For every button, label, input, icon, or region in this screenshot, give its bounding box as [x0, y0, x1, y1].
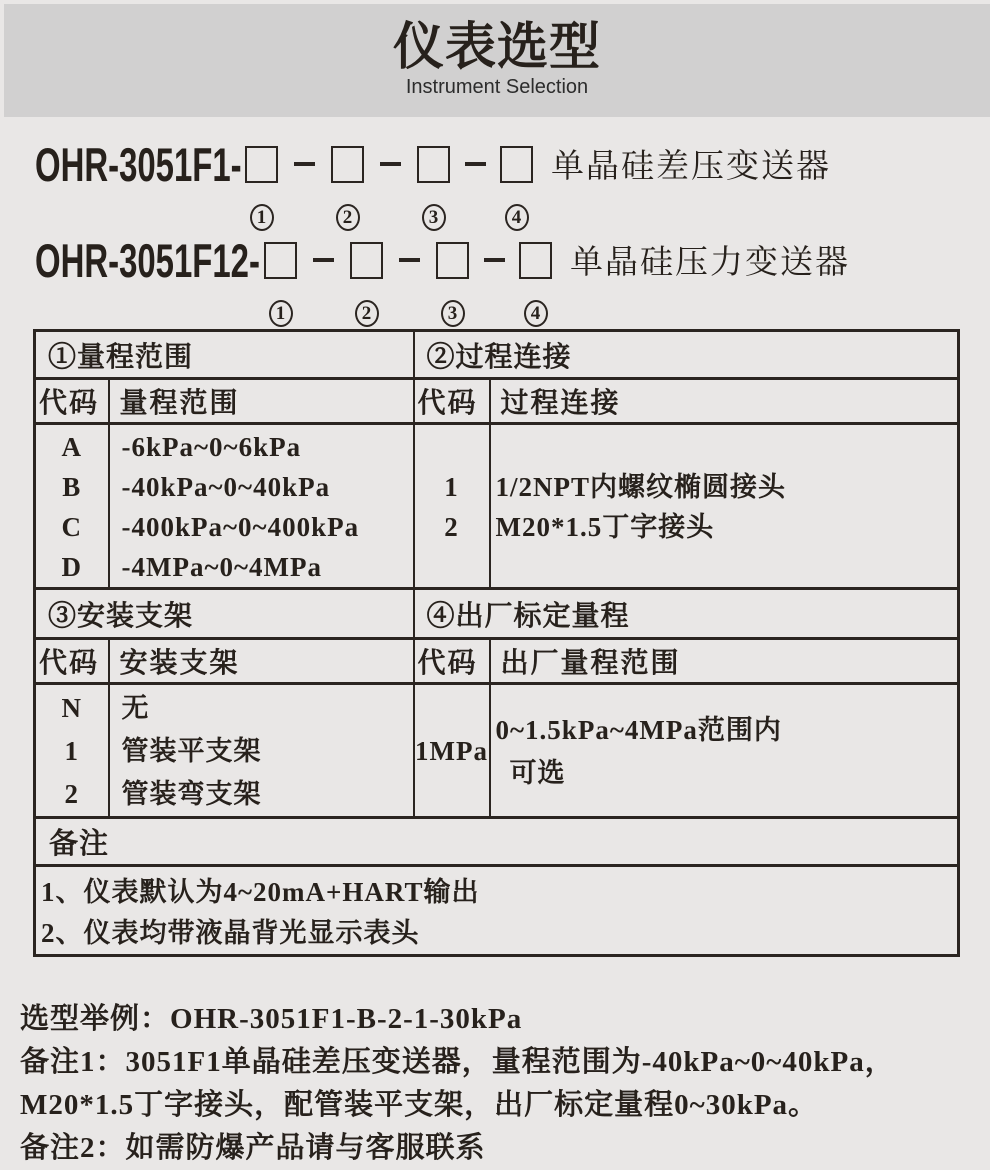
- factory-range-code-cell: [414, 684, 490, 818]
- column-header-process-connection: 过程连接: [490, 379, 959, 424]
- position-number-4: 4: [505, 204, 529, 231]
- code-value: A: [61, 432, 82, 462]
- header-banner: [4, 4, 990, 117]
- note-line-1: 备注1：3051F1单晶硅差压变送器，量程范围为-40kPa~0~40kPa，M20*1.5丁字接头，配管装平支架，出厂标定量程0~30kPa。: [20, 1046, 895, 1121]
- dash-separator: [294, 162, 315, 166]
- section-title-process-connection: ②过程连接: [414, 331, 959, 379]
- model-code-line-2: [35, 234, 850, 327]
- note-line-2: 备注2：如需防爆产品请与客服联系: [20, 1132, 486, 1164]
- column-header-bracket: 安装支架: [109, 639, 414, 684]
- column-header-code: 代码: [35, 639, 109, 684]
- code-box: [500, 146, 533, 183]
- code-value: B: [62, 472, 82, 502]
- position-number-2: 2: [355, 300, 379, 327]
- range-value: -40kPa~0~40kPa: [121, 472, 331, 502]
- notes-body-cell: [35, 866, 959, 956]
- dash-separator: [313, 258, 334, 262]
- position-number-3: 3: [441, 300, 465, 327]
- connection-code-cell: [414, 424, 490, 589]
- section-title-factory-range: ④出厂标定量程: [414, 589, 959, 639]
- dash-separator: [465, 162, 486, 166]
- range-code-cell: [35, 424, 109, 589]
- code-value: 1: [444, 472, 459, 502]
- dash-separator: [399, 258, 420, 262]
- column-header-row-2: [35, 639, 959, 684]
- position-number-3: 3: [422, 204, 446, 231]
- code-value: 1MPa: [415, 736, 488, 766]
- bracket-value: 管装弯支架: [121, 779, 262, 809]
- code-value: N: [61, 693, 82, 723]
- model-description: 单晶硅压力变送器: [570, 243, 850, 280]
- page-subtitle: Instrument Selection: [405, 76, 589, 98]
- selection-table: [33, 329, 960, 957]
- code-box: [331, 146, 364, 183]
- factory-range-value: 0~1.5kPa~4MPa范围内: [495, 714, 782, 745]
- connection-value-cell: [490, 424, 959, 589]
- page-title: 仪表选型: [392, 18, 601, 75]
- position-number-2: 2: [336, 204, 360, 231]
- connection-value: M20*1.5丁字接头: [495, 512, 715, 542]
- range-value-cell: [109, 424, 414, 589]
- position-number-1: 1: [269, 300, 293, 327]
- dash-separator: [484, 258, 505, 262]
- section-title-bracket: ③安装支架: [35, 589, 414, 639]
- section-title-range: ①量程范围: [35, 331, 414, 379]
- code-box: [417, 146, 450, 183]
- body-row-2: [35, 684, 959, 818]
- code-box: [436, 242, 469, 279]
- position-number-4: 4: [524, 300, 548, 327]
- bracket-value: 管装平支架: [121, 736, 262, 766]
- note-item: 1、仪表默认为4~20mA+HART输出: [41, 876, 480, 907]
- bracket-value-cell: [109, 684, 414, 818]
- code-box: [264, 242, 297, 279]
- example-label: 选型举例：: [20, 1003, 171, 1035]
- model-prefix: OHR-3051F12-: [35, 234, 260, 287]
- code-value: D: [61, 552, 82, 582]
- footer-notes: [20, 998, 972, 1170]
- position-number-1: 1: [250, 204, 274, 231]
- column-header-range: 量程范围: [109, 379, 414, 424]
- factory-range-value-cell: [490, 684, 959, 818]
- bracket-code-cell: [35, 684, 109, 818]
- code-box: [350, 242, 383, 279]
- notes-header-row: [35, 818, 959, 866]
- dash-separator: [380, 162, 401, 166]
- code-box: [519, 242, 552, 279]
- notes-title: 备注: [35, 818, 959, 866]
- code-value: C: [61, 512, 82, 542]
- section-header-row-2: [35, 589, 959, 639]
- column-header-code: 代码: [414, 639, 490, 684]
- column-header-code: 代码: [35, 379, 109, 424]
- model-prefix: OHR-3051F1-: [35, 138, 242, 191]
- section-header-row-1: [35, 331, 959, 379]
- model-description: 单晶硅差压变送器: [551, 147, 831, 184]
- body-row-1: [35, 424, 959, 589]
- range-value: -400kPa~0~400kPa: [121, 512, 360, 542]
- notes-body-row: [35, 866, 959, 956]
- range-value: -6kPa~0~6kPa: [121, 432, 302, 462]
- column-header-row-1: [35, 379, 959, 424]
- range-value: -4MPa~0~4MPa: [121, 552, 323, 582]
- column-header-factory-range: 出厂量程范围: [490, 639, 959, 684]
- connection-value: 1/2NPT内螺纹椭圆接头: [495, 472, 787, 502]
- code-value: 2: [64, 779, 79, 809]
- factory-range-value: 可选: [509, 757, 566, 788]
- column-header-code: 代码: [414, 379, 490, 424]
- code-value: 1: [64, 736, 79, 766]
- code-box: [245, 146, 278, 183]
- model-code-line-1: [35, 138, 831, 231]
- note-item: 2、仪表均带液晶背光显示表头: [41, 917, 420, 948]
- example-line: [20, 998, 972, 1041]
- bracket-value: 无: [121, 693, 150, 723]
- example-value: OHR-3051F1-B-2-1-30kPa: [170, 1003, 523, 1035]
- code-value: 2: [444, 512, 459, 542]
